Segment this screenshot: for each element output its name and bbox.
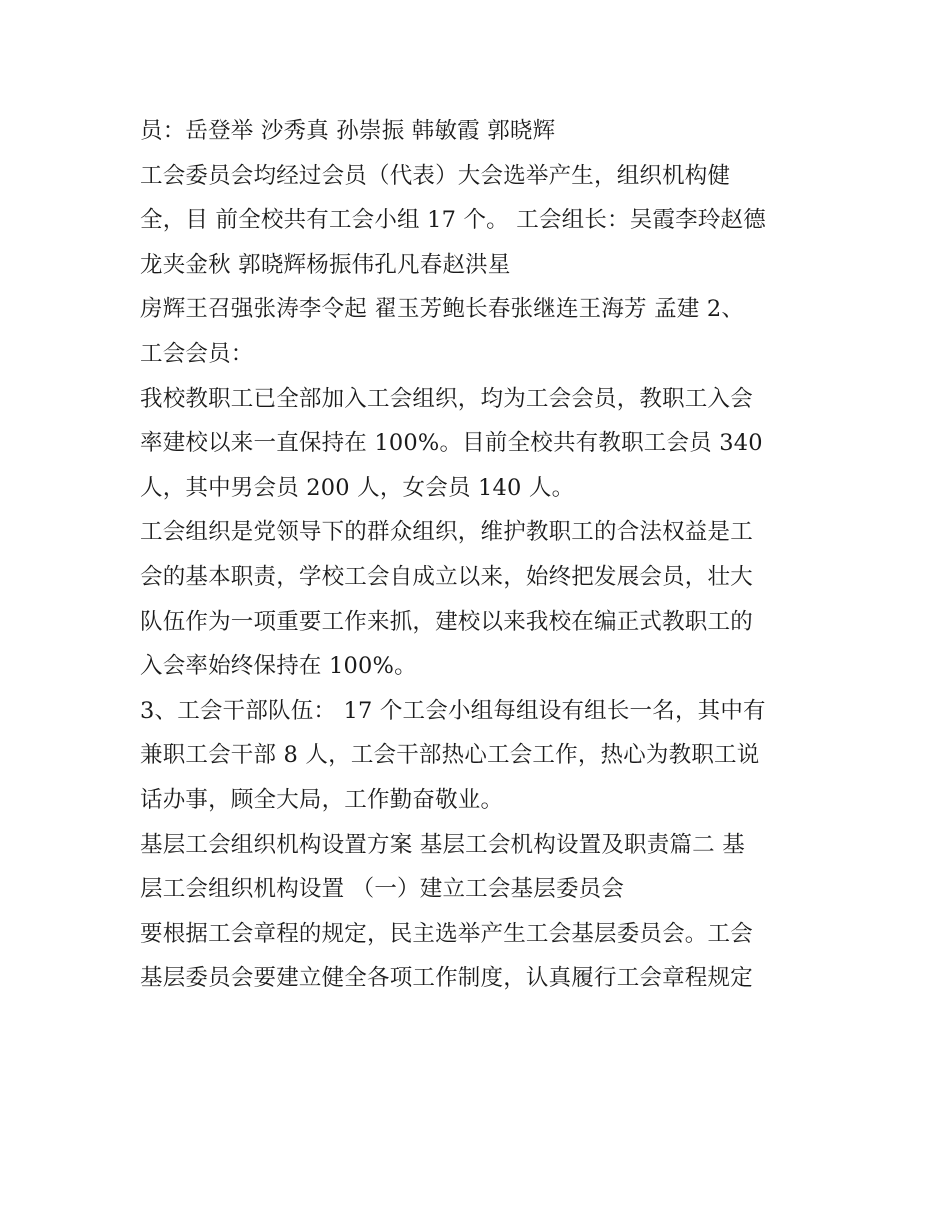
text-line: 龙夹金秋 郭晓辉杨振伟孔凡春赵洪星	[140, 251, 511, 278]
text-line: 我校教职工已全部加入工会组织，均为工会会员，教职工入会	[140, 385, 753, 412]
text-line: 工会委员会均经过会员（代表）大会选举产生，组织机构健	[140, 162, 731, 189]
text-line: 入会率始终保持在 100%。	[140, 653, 417, 680]
text-line: 层工会组织机构设置 （一）建立工会基层委员会	[140, 876, 625, 903]
text-line: 率建校以来一直保持在 100%。目前全校共有教职工会员 340	[140, 430, 763, 457]
text-line: 兼职工会干部 8 人，工会干部热心工会工作，热心为教职工说	[140, 742, 760, 769]
text-line: 要根据工会章程的规定，民主选举产生工会基层委员会。工会	[140, 920, 753, 947]
text-line: 会的基本职责，学校工会自成立以来，始终把发展会员，壮大	[140, 563, 753, 590]
text-line: 房辉王召强张涛李令起 翟玉芳鲍长春张继连王海芳 孟建 2、	[140, 296, 745, 323]
text-line: 基层工会组织机构设置方案 基层工会机构设置及职责篇二 基	[140, 831, 745, 858]
text-line: 全，目 前全校共有工会小组 17 个。 工会组长：吴霞李玲赵德	[140, 207, 766, 234]
text-line: 人，其中男会员 200 人，女会员 140 人。	[140, 474, 575, 501]
text-line: 工会组织是党领导下的群众组织，维护教职工的合法权益是工	[140, 519, 753, 546]
text-line: 队伍作为一项重要工作来抓，建校以来我校在编正式教职工的	[140, 608, 753, 635]
text-line: 员：岳登举 沙秀真 孙崇振 韩敏霞 郭晓辉	[140, 118, 556, 144]
text-line: 基层委员会要建立健全各项工作制度，认真履行工会章程规定	[140, 965, 753, 992]
text-line: 话办事，顾全大局，工作勤奋敬业。	[140, 786, 504, 813]
text-line: 3、工会干部队伍： 17 个工会小组每组设有组长一名，其中有	[140, 697, 766, 724]
document-body	[140, 109, 820, 1001]
text-line: 工会会员：	[140, 340, 254, 367]
